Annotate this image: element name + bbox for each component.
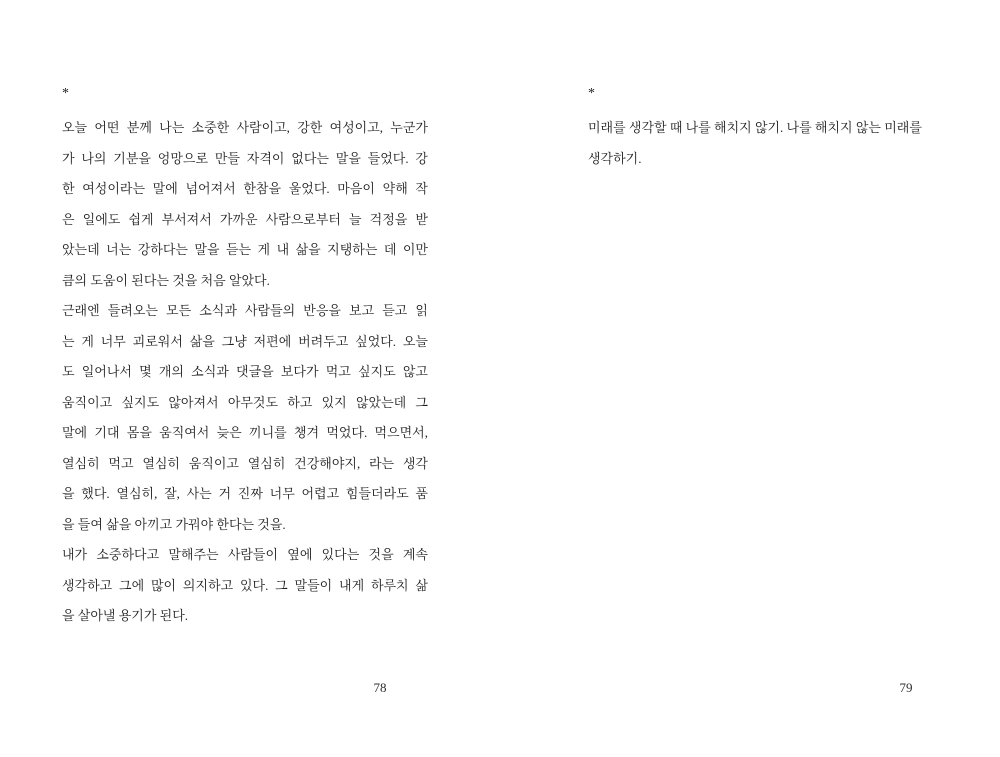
text-line: 근래엔 들려오는 모든 소식과 사람들의 반응을 보고 듣고 읽: [62, 303, 428, 318]
text-line: 는 게 너무 괴로워서 삶을 그냥 저편에 버려두고 싶었다. 오늘: [62, 333, 428, 349]
text-line: 생각하기.: [588, 150, 642, 166]
text-line: 을 들여 삶을 아끼고 가꿔야 한다는 것을.: [62, 516, 286, 532]
text-line: 한 여성이라는 말에 넘어져서 한참을 울었다. 마음이 약해 작: [62, 181, 428, 196]
page-number-left: 78: [373, 680, 387, 695]
text-line: 미래를 생각할 때 나를 해치지 않기. 나를 해치지 않는 미래를: [588, 120, 922, 135]
text-line: 을 살아낼 용기가 된다.: [62, 608, 189, 623]
text-line: 도 일어나서 몇 개의 소식과 댓글을 보다가 먹고 싶지도 않고: [62, 364, 428, 379]
text-line: 생각하고 그에 많이 의지하고 있다. 그 말들이 내게 하루치 삶: [62, 577, 428, 593]
text-line: 았는데 너는 강하다는 말을 듣는 게 내 삶을 지탱하는 데 이만: [62, 242, 428, 257]
text-line: 오늘 어떤 분께 나는 소중한 사람이고, 강한 여성이고, 누군가: [62, 120, 428, 135]
left-page: [62, 79, 428, 632]
text-line: 을 했다. 열심히, 잘, 사는 거 진짜 너무 어렵고 힘들더라도 품: [62, 486, 428, 501]
text-line: 열심히 먹고 열심히 움직이고 열심히 건강해야지, 라는 생각: [62, 455, 428, 471]
text-line: 움직이고 싶지도 않아져서 아무것도 하고 있지 않았는데 그: [62, 394, 428, 410]
text-line: 내가 소중하다고 말해주는 사람들이 옆에 있다는 것을 계속: [62, 547, 428, 562]
text-line: 말에 기대 몸을 움직여서 늦은 끼니를 챙겨 먹었다. 먹으면서,: [62, 425, 428, 440]
text-line: 가 나의 기분을 엉망으로 만들 자격이 없다는 말을 들었다. 강: [62, 150, 428, 166]
text-line: 은 일에도 쉽게 부서져서 가까운 사람으로부터 늘 걱정을 받: [62, 211, 428, 227]
page-number-right: 79: [899, 680, 913, 695]
section-marker: *: [588, 86, 595, 101]
text-line: 큼의 도움이 된다는 것을 처음 알았다.: [62, 272, 270, 288]
right-page: [588, 79, 954, 174]
section-marker: *: [62, 86, 69, 101]
